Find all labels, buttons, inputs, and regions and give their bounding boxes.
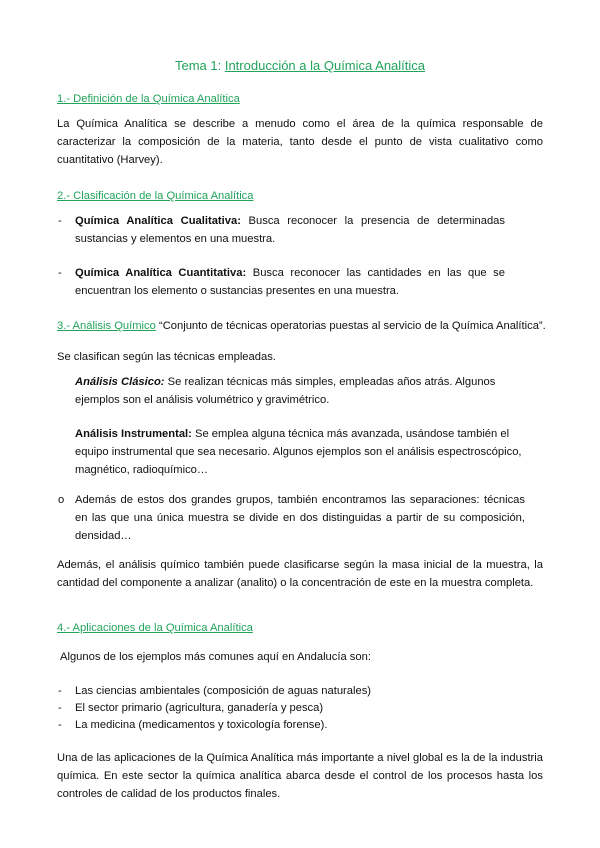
application-text: Las ciencias ambientales (composición de aguas naturales) xyxy=(75,685,372,697)
application-item xyxy=(58,682,372,700)
clasico-text: Se realizan técnicas más simples, empleadas años atrás. Algunos ejemplos son el análisis volumétrico y gravimétrico. xyxy=(75,376,496,406)
application-item xyxy=(58,699,324,717)
section-3-intro: Se clasifican según las técnicas empleadas. xyxy=(57,351,276,363)
page-title xyxy=(0,57,600,75)
dash-bullet: - xyxy=(58,267,62,279)
item-label: Química Analítica Cuantitativa: xyxy=(75,267,247,279)
circle-bullet: o xyxy=(58,494,65,506)
dash-bullet: - xyxy=(58,702,62,714)
section-4-heading: 4.- Aplicaciones de la Química Analítica xyxy=(57,622,253,634)
item-label: Química Analítica Cualitativa: xyxy=(75,215,241,227)
dash-bullet: - xyxy=(58,719,62,731)
instrumental-text: Se emplea alguna técnica más avanzada, usándose también el equipo instrumental que sea necesario. Algunos ejemplos son el análisis espectroscópico, magnético, radioquímico… xyxy=(75,428,522,476)
section-3-closing: Además, el análisis químico también puede clasificarse según la masa inicial de la muestra, la cantidad del componente a analizar (analito) o la concentración de este en la muestra completa. xyxy=(57,559,543,589)
classification-item xyxy=(58,264,506,300)
section-3-quote: “Conjunto de técnicas operatorias puestas al servicio de la Química Analítica”. xyxy=(158,320,546,332)
section-3-line xyxy=(57,317,557,335)
instrumental-label: Análisis Instrumental: xyxy=(75,428,192,440)
separaciones-text: Además de estos dos grandes grupos, también encontramos las separaciones: técnicas en las que una única muestra se divide en dos distinguidas a partir de su composición, densidad… xyxy=(75,494,525,542)
title-prefix: Tema 1: xyxy=(174,58,225,73)
section-1-heading: 1.- Definición de la Química Analítica xyxy=(57,93,240,105)
separaciones-item xyxy=(58,491,525,545)
item-text: Busca reconocer las cantidades en las que se encuentran los elemento o sustancias presentes en una muestra. xyxy=(75,267,506,297)
application-text: El sector primario (agricultura, ganadería y pesca) xyxy=(75,702,324,714)
dash-bullet: - xyxy=(58,215,62,227)
analisis-clasico xyxy=(75,373,527,409)
section-4-intro: Algunos de los ejemplos más comunes aquí en Andalucía son: xyxy=(60,651,371,663)
section-1-text: La Química Analítica se describe a menudo como el área de la química responsable de caracterizar la composición de la materia, tanto desde el punto de vista cualitativo como cuantitativo (Harvey). xyxy=(57,118,543,166)
classification-item xyxy=(58,212,505,248)
section-3-heading: 3.- Análisis Químico xyxy=(57,320,156,332)
item-text: Busca reconocer la presencia de determinadas sustancias y elementos en una muestra. xyxy=(75,215,505,245)
title-link[interactable]: Introducción a la Química Analítica xyxy=(224,58,426,73)
clasico-label: Análisis Clásico: xyxy=(75,376,165,388)
application-text: La medicina (medicamentos y toxicología forense). xyxy=(75,719,328,731)
dash-bullet: - xyxy=(58,685,62,697)
analisis-instrumental xyxy=(75,425,545,479)
section-4-closing: Una de las aplicaciones de la Química Analítica más importante a nivel global es la de la industria química. En este sector la química analítica abarca desde el control de los procesos hasta los controles de calidad de los productos finales. xyxy=(57,752,543,800)
section-2-heading: 2.- Clasificación de la Química Analítica xyxy=(57,190,254,202)
application-item xyxy=(58,716,328,734)
